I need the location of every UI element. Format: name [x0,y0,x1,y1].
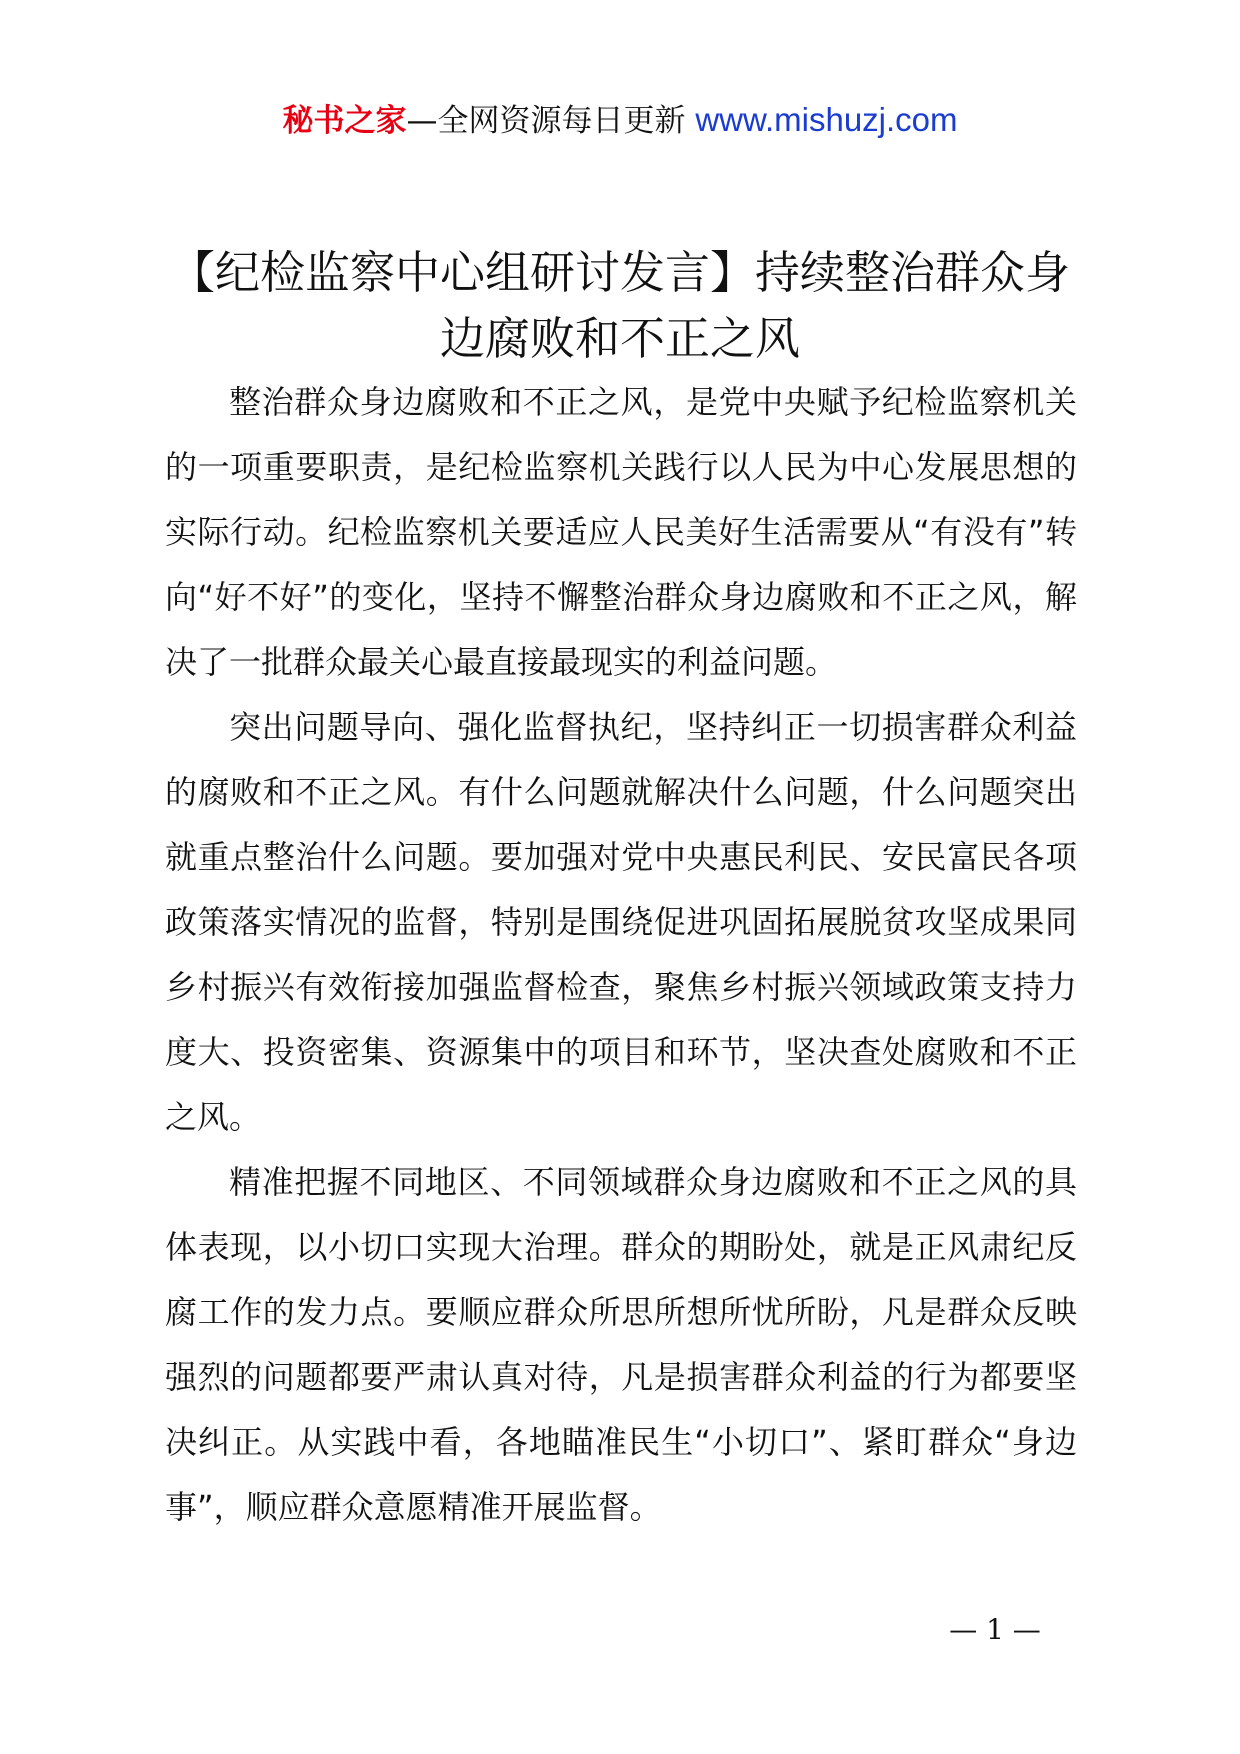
site-slogan: —全网资源每日更新 [406,103,696,139]
body-paragraph: 精准把握不同地区、不同领域群众身边腐败和不正之风的具体表现，以小切口实现大治理。群众的期盼处，就是正风肃纪反腐工作的发力点。要顺应群众所思所想所忧所盼，凡是群众反映强烈的问题都要严肃认真对待，凡是损害群众利益的行为都要坚决纠正。从实践中看，各地瞄准民生“小切口”、紧盯群众“身边事”，顺应群众意愿精准开展监督。 [165,1163,1077,1526]
site-url-link[interactable]: www.mishuzj.com [695,101,958,138]
site-header [0,98,1240,143]
document-body [165,370,1077,1540]
page-number: — 1 — [949,1613,1041,1646]
body-paragraph: 整治群众身边腐败和不正之风，是党中央赋予纪检监察机关的一项重要职责，是纪检监察机关践行以人民为中心发展思想的实际行动。纪检监察机关要适应人民美好生活需要从“有没有”转向“好不好”的变化，坚持不懈整治群众身边腐败和不正之风，解决了一批群众最关心最直接最现实的利益问题。 [165,383,1077,681]
site-name: 秘书之家 [282,103,407,139]
body-paragraph: 突出问题导向、强化监督执纪，坚持纠正一切损害群众利益的腐败和不正之风。有什么问题就解决什么问题，什么问题突出就重点整治什么问题。要加强对党中央惠民利民、安民富民各项政策落实情况的监督，特别是围绕促进巩固拓展脱贫攻坚成果同乡村振兴有效衔接加强监督检查，聚焦乡村振兴领域政策支持力度大、投资密集、资源集中的项目和环节，坚决查处腐败和不正之风。 [165,708,1077,1136]
document-title: 【纪检监察中心组研讨发言】持续整治群众身边腐败和不正之风 [169,246,1070,365]
